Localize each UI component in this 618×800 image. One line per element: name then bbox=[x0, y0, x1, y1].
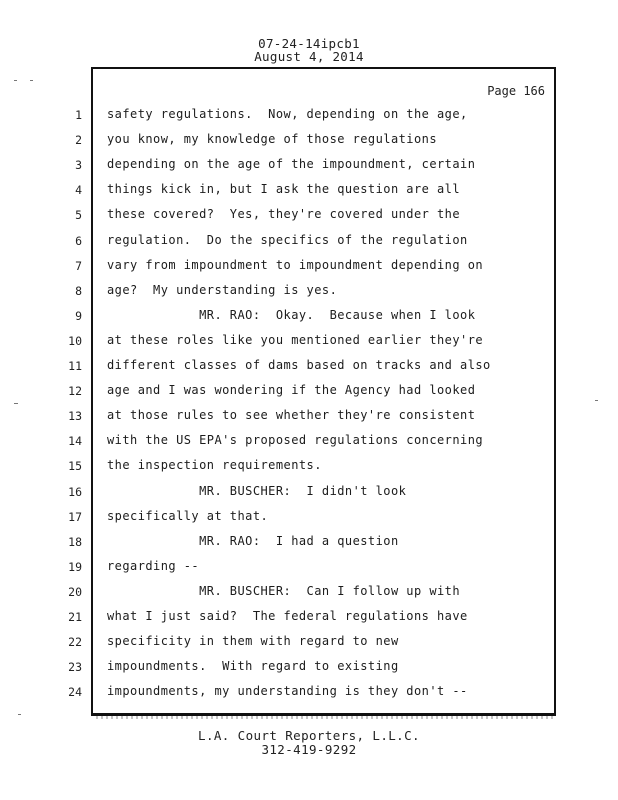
line-text: vary from impoundment to impoundment depending on bbox=[107, 257, 484, 272]
line-text: depending on the age of the impoundment, certain bbox=[107, 157, 476, 172]
line-text: safety regulations. Now, depending on the age, bbox=[107, 107, 468, 121]
line-text: age? My understanding is yes. bbox=[107, 282, 338, 297]
line-number: 7 bbox=[75, 258, 82, 273]
line-number: 24 bbox=[68, 685, 82, 700]
transcript-line bbox=[0, 633, 618, 658]
line-number: 18 bbox=[68, 534, 82, 549]
line-number: 13 bbox=[68, 409, 82, 424]
transcript-line bbox=[0, 106, 618, 131]
transcript-line bbox=[0, 533, 618, 558]
transcript-line bbox=[0, 432, 618, 457]
line-text: you know, my knowledge of those regulations bbox=[107, 132, 438, 147]
line-text: with the US EPA's proposed regulations concerning bbox=[107, 433, 484, 448]
line-text: specifically at that. bbox=[107, 508, 269, 523]
line-number: 8 bbox=[75, 283, 82, 298]
transcript-line bbox=[0, 608, 618, 633]
line-text: the inspection requirements. bbox=[107, 458, 322, 473]
transcript-line bbox=[0, 357, 618, 382]
line-text: these covered? Yes, they're covered under the bbox=[107, 207, 461, 222]
line-text: regulation. Do the specifics of the regulation bbox=[107, 232, 468, 247]
transcript-line bbox=[0, 232, 618, 257]
transcript-line bbox=[0, 307, 618, 332]
line-text: at these roles like you mentioned earlier they're bbox=[107, 332, 484, 347]
line-number: 22 bbox=[68, 635, 82, 650]
line-text: impoundments, my understanding is they don't -- bbox=[107, 684, 468, 699]
line-number: 4 bbox=[75, 183, 82, 198]
case-id: 07-24-14ipcb1 bbox=[258, 36, 360, 51]
line-text: MR. BUSCHER: Can I follow up with bbox=[107, 583, 461, 598]
line-number: 14 bbox=[68, 434, 82, 449]
transcript-line bbox=[0, 457, 618, 482]
transcript-line bbox=[0, 181, 618, 206]
scan-speck bbox=[595, 400, 598, 401]
transcript-line bbox=[0, 206, 618, 231]
line-text: specificity in them with regard to new bbox=[107, 634, 399, 649]
transcript-line bbox=[0, 131, 618, 156]
line-number: 3 bbox=[75, 158, 82, 173]
transcript-line bbox=[0, 382, 618, 407]
line-text: impoundments. With regard to existing bbox=[107, 659, 399, 674]
line-number: 23 bbox=[68, 660, 82, 675]
line-text: what I just said? The federal regulations have bbox=[107, 609, 468, 623]
line-text: MR. RAO: I had a question bbox=[107, 533, 399, 548]
transcript-line bbox=[0, 683, 618, 708]
transcript-line bbox=[0, 407, 618, 432]
line-number: 9 bbox=[75, 308, 82, 323]
page-number-label: Page 166 bbox=[487, 84, 545, 98]
line-number: 16 bbox=[68, 484, 82, 499]
transcript-line bbox=[0, 583, 618, 608]
line-number: 1 bbox=[75, 108, 82, 122]
line-text: at those rules to see whether they're consistent bbox=[107, 408, 476, 423]
line-number: 12 bbox=[68, 384, 82, 399]
line-text: MR. BUSCHER: I didn't look bbox=[107, 483, 407, 498]
line-text: age and I was wondering if the Agency had looked bbox=[107, 383, 476, 398]
transcript-line bbox=[0, 483, 618, 508]
line-number: 11 bbox=[68, 359, 82, 373]
line-number: 20 bbox=[68, 584, 82, 599]
transcript-date: August 4, 2014 bbox=[254, 49, 364, 64]
line-text: MR. RAO: Okay. Because when I look bbox=[107, 307, 476, 322]
scan-speck bbox=[14, 403, 18, 404]
line-number: 10 bbox=[68, 333, 82, 348]
court-reporter-phone: 312-419-9292 bbox=[261, 742, 357, 757]
transcript-line bbox=[0, 257, 618, 282]
line-number: 15 bbox=[68, 459, 82, 474]
court-reporter-name: L.A. Court Reporters, L.L.C. bbox=[198, 728, 420, 743]
transcript-line bbox=[0, 508, 618, 533]
transcript-line bbox=[0, 332, 618, 357]
line-text: regarding -- bbox=[107, 558, 200, 573]
scan-artifact-line bbox=[96, 716, 554, 719]
line-text: things kick in, but I ask the question are all bbox=[107, 182, 461, 197]
line-number: 6 bbox=[75, 233, 82, 248]
line-number: 5 bbox=[75, 208, 82, 223]
line-number: 2 bbox=[75, 133, 82, 148]
scan-speck bbox=[18, 714, 21, 715]
transcript-line bbox=[0, 558, 618, 583]
line-number: 17 bbox=[68, 509, 82, 524]
line-number: 19 bbox=[68, 559, 82, 574]
scan-speck bbox=[14, 80, 17, 81]
line-text: different classes of dams based on tracks and also bbox=[107, 358, 491, 372]
transcript-line bbox=[0, 658, 618, 683]
line-number: 21 bbox=[68, 610, 82, 624]
scan-speck bbox=[30, 80, 33, 81]
transcript-line bbox=[0, 156, 618, 181]
transcript-line bbox=[0, 282, 618, 307]
